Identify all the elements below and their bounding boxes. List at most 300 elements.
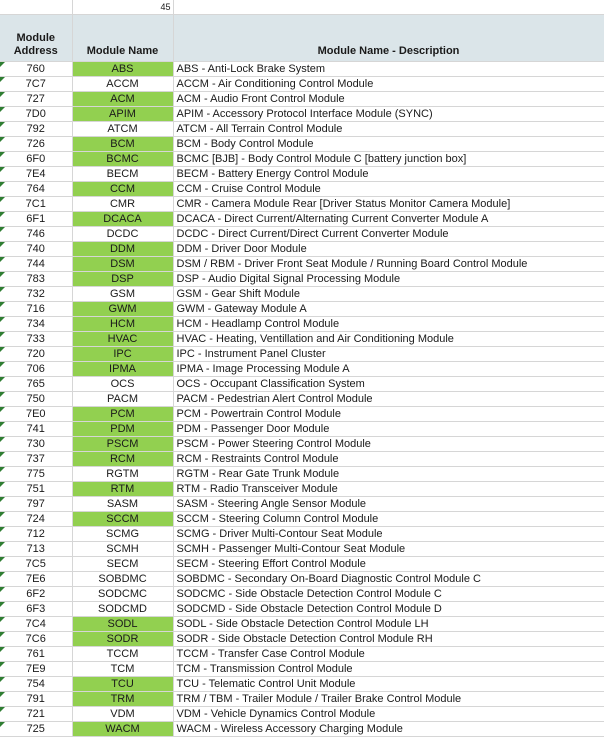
comment-marker-icon bbox=[0, 467, 5, 472]
description-value: CCM - Cruise Control Module bbox=[176, 183, 321, 195]
description-value: TCM - Transmission Control Module bbox=[176, 663, 353, 675]
address-cell[interactable] bbox=[0, 137, 72, 152]
address-cell[interactable] bbox=[0, 242, 72, 257]
table-row bbox=[0, 707, 604, 722]
comment-marker-icon bbox=[0, 452, 5, 457]
comment-marker-icon bbox=[0, 62, 5, 67]
comment-marker-icon bbox=[0, 632, 5, 637]
description-value: IPMA - Image Processing Module A bbox=[176, 363, 350, 375]
address-cell[interactable] bbox=[0, 482, 72, 497]
table-row bbox=[0, 212, 604, 227]
module-name-value: SECM bbox=[106, 558, 139, 570]
address-value: 7E6 bbox=[25, 573, 46, 585]
module-name-cell[interactable] bbox=[72, 467, 173, 482]
module-name-value: DSP bbox=[111, 273, 134, 285]
description-value: ACCM - Air Conditioning Control Module bbox=[176, 78, 374, 90]
address-value: 7C5 bbox=[25, 558, 46, 570]
comment-marker-icon bbox=[0, 377, 5, 382]
comment-marker-icon bbox=[0, 302, 5, 307]
address-value: 727 bbox=[26, 93, 45, 105]
description-value: DSP - Audio Digital Signal Processing Module bbox=[176, 273, 401, 285]
module-name-value: DSM bbox=[110, 258, 135, 270]
description-value: SOBDMC - Secondary On-Board Diagnostic Control Module C bbox=[176, 573, 481, 585]
module-name-cell[interactable] bbox=[72, 182, 173, 197]
address-cell[interactable] bbox=[0, 557, 72, 572]
address-value: 721 bbox=[26, 708, 45, 720]
module-name-cell[interactable] bbox=[72, 302, 173, 317]
table-row bbox=[0, 617, 604, 632]
description-value: GWM - Gateway Module A bbox=[176, 303, 307, 315]
address-cell[interactable] bbox=[0, 107, 72, 122]
module-name-cell[interactable] bbox=[72, 212, 173, 227]
description-cell[interactable] bbox=[173, 332, 604, 347]
description-value: GSM - Gear Shift Module bbox=[176, 288, 300, 300]
module-name-value: TCU bbox=[111, 678, 134, 690]
module-name-cell[interactable] bbox=[72, 512, 173, 527]
address-cell[interactable] bbox=[0, 527, 72, 542]
module-name-value: OCS bbox=[110, 378, 135, 390]
address-cell[interactable] bbox=[0, 347, 72, 362]
address-cell[interactable] bbox=[0, 287, 72, 302]
comment-marker-icon bbox=[0, 197, 5, 202]
address-cell[interactable] bbox=[0, 437, 72, 452]
description-value: SECM - Steering Effort Control Module bbox=[176, 558, 366, 570]
comment-marker-icon bbox=[0, 182, 5, 187]
comment-marker-icon bbox=[0, 707, 5, 712]
comment-marker-icon bbox=[0, 422, 5, 427]
description-cell[interactable] bbox=[173, 602, 604, 617]
module-name-cell[interactable] bbox=[72, 167, 173, 182]
empty-cell[interactable] bbox=[0, 0, 72, 15]
description-cell[interactable] bbox=[173, 632, 604, 647]
description-cell[interactable] bbox=[173, 692, 604, 707]
module-name-value: CMR bbox=[109, 198, 136, 210]
address-cell[interactable] bbox=[0, 542, 72, 557]
description-cell[interactable] bbox=[173, 167, 604, 182]
module-name-value: VDM bbox=[110, 708, 135, 720]
description-cell[interactable] bbox=[173, 197, 604, 212]
table-row bbox=[0, 347, 604, 362]
description-value: PDM - Passenger Door Module bbox=[176, 423, 330, 435]
comment-marker-icon bbox=[0, 167, 5, 172]
description-value: HCM - Headlamp Control Module bbox=[176, 318, 340, 330]
table-row bbox=[0, 407, 604, 422]
description-cell[interactable] bbox=[173, 377, 604, 392]
module-name-value: SCCM bbox=[106, 513, 139, 525]
description-cell[interactable] bbox=[173, 77, 604, 92]
description-cell[interactable] bbox=[173, 467, 604, 482]
count-row bbox=[0, 0, 604, 15]
comment-marker-icon bbox=[0, 407, 5, 412]
table-row bbox=[0, 77, 604, 92]
description-cell[interactable] bbox=[173, 527, 604, 542]
address-cell[interactable] bbox=[0, 707, 72, 722]
address-cell[interactable] bbox=[0, 197, 72, 212]
address-cell[interactable] bbox=[0, 497, 72, 512]
address-value: 740 bbox=[26, 243, 45, 255]
description-cell[interactable] bbox=[173, 647, 604, 662]
comment-marker-icon bbox=[0, 77, 5, 82]
module-name-cell[interactable] bbox=[72, 617, 173, 632]
description-cell[interactable] bbox=[173, 542, 604, 557]
address-value: 737 bbox=[26, 453, 45, 465]
address-cell[interactable] bbox=[0, 662, 72, 677]
address-cell[interactable] bbox=[0, 257, 72, 272]
description-cell[interactable] bbox=[173, 182, 604, 197]
module-name-value: DCACA bbox=[103, 213, 142, 225]
module-name-cell[interactable] bbox=[72, 377, 173, 392]
address-value: 720 bbox=[26, 348, 45, 360]
module-name-cell[interactable] bbox=[72, 632, 173, 647]
description-cell[interactable] bbox=[173, 482, 604, 497]
address-cell[interactable] bbox=[0, 722, 72, 737]
table-row bbox=[0, 572, 604, 587]
module-name-value: ACCM bbox=[106, 78, 139, 90]
address-cell[interactable] bbox=[0, 272, 72, 287]
table-row bbox=[0, 152, 604, 167]
module-name-cell[interactable] bbox=[72, 317, 173, 332]
description-cell[interactable] bbox=[173, 662, 604, 677]
comment-marker-icon bbox=[0, 662, 5, 667]
table-row bbox=[0, 227, 604, 242]
address-cell[interactable] bbox=[0, 407, 72, 422]
module-name-cell[interactable] bbox=[72, 542, 173, 557]
module-name-cell[interactable] bbox=[72, 497, 173, 512]
address-value: 730 bbox=[26, 438, 45, 450]
module-name-cell[interactable] bbox=[72, 287, 173, 302]
module-name-cell[interactable] bbox=[72, 557, 173, 572]
address-cell[interactable] bbox=[0, 332, 72, 347]
description-value: BECM - Battery Energy Control Module bbox=[176, 168, 369, 180]
row-count-cell[interactable]: 45 bbox=[72, 0, 173, 15]
description-cell[interactable] bbox=[173, 587, 604, 602]
address-cell[interactable] bbox=[0, 467, 72, 482]
description-value: SCMG - Driver Multi-Contour Seat Module bbox=[176, 528, 383, 540]
module-name-cell[interactable] bbox=[72, 707, 173, 722]
description-value: SCCM - Steering Column Control Module bbox=[176, 513, 379, 525]
module-name-value: WACM bbox=[105, 723, 140, 735]
table-row bbox=[0, 167, 604, 182]
module-name-cell[interactable] bbox=[72, 647, 173, 662]
module-name-cell[interactable] bbox=[72, 62, 173, 77]
module-name-cell[interactable] bbox=[72, 77, 173, 92]
table-row bbox=[0, 512, 604, 527]
module-name-cell[interactable] bbox=[72, 527, 173, 542]
description-cell[interactable] bbox=[173, 317, 604, 332]
module-name-value: DCDC bbox=[106, 228, 139, 240]
module-name-cell[interactable] bbox=[72, 722, 173, 737]
module-name-cell[interactable] bbox=[72, 572, 173, 587]
table-row bbox=[0, 332, 604, 347]
header-description[interactable] bbox=[173, 15, 604, 62]
address-cell[interactable] bbox=[0, 122, 72, 137]
module-name-cell[interactable] bbox=[72, 692, 173, 707]
description-value: DDM - Driver Door Module bbox=[176, 243, 307, 255]
description-value: PSCM - Power Steering Control Module bbox=[176, 438, 371, 450]
module-name-value: SCMH bbox=[106, 543, 139, 555]
description-cell[interactable] bbox=[173, 152, 604, 167]
module-name-cell[interactable] bbox=[72, 197, 173, 212]
comment-marker-icon bbox=[0, 527, 5, 532]
table-row bbox=[0, 557, 604, 572]
module-name-cell[interactable] bbox=[72, 362, 173, 377]
comment-marker-icon bbox=[0, 272, 5, 277]
description-cell[interactable] bbox=[173, 347, 604, 362]
description-value: SODR - Side Obstacle Detection Control Module RH bbox=[176, 633, 433, 645]
module-name-cell[interactable] bbox=[72, 332, 173, 347]
comment-marker-icon bbox=[0, 512, 5, 517]
table-row bbox=[0, 467, 604, 482]
table-row bbox=[0, 287, 604, 302]
description-value: ABS - Anti-Lock Brake System bbox=[176, 63, 326, 75]
address-cell[interactable] bbox=[0, 152, 72, 167]
header-address[interactable] bbox=[0, 15, 72, 62]
address-value: 7C7 bbox=[25, 78, 46, 90]
comment-marker-icon bbox=[0, 332, 5, 337]
module-name-cell[interactable] bbox=[72, 662, 173, 677]
address-cell[interactable] bbox=[0, 452, 72, 467]
module-name-cell[interactable] bbox=[72, 107, 173, 122]
description-value: DSM / RBM - Driver Front Seat Module / Running Board Control Module bbox=[176, 258, 528, 270]
table-row bbox=[0, 377, 604, 392]
table-row bbox=[0, 392, 604, 407]
table-row bbox=[0, 452, 604, 467]
address-value: 734 bbox=[26, 318, 45, 330]
table-row bbox=[0, 497, 604, 512]
address-value: 783 bbox=[26, 273, 45, 285]
address-value: 712 bbox=[26, 528, 45, 540]
address-value: 792 bbox=[26, 123, 45, 135]
description-cell[interactable] bbox=[173, 722, 604, 737]
address-value: 716 bbox=[26, 303, 45, 315]
comment-marker-icon bbox=[0, 587, 5, 592]
module-name-cell[interactable] bbox=[72, 122, 173, 137]
address-cell[interactable] bbox=[0, 512, 72, 527]
description-value: IPC - Instrument Panel Cluster bbox=[176, 348, 326, 360]
comment-marker-icon bbox=[0, 317, 5, 322]
description-cell[interactable] bbox=[173, 437, 604, 452]
module-name-cell[interactable] bbox=[72, 242, 173, 257]
table-row bbox=[0, 437, 604, 452]
address-cell[interactable] bbox=[0, 602, 72, 617]
description-value: DCDC - Direct Current/Direct Current Converter Module bbox=[176, 228, 449, 240]
address-value: 706 bbox=[26, 363, 45, 375]
description-value: SODCMC - Side Obstacle Detection Control Module C bbox=[176, 588, 442, 600]
module-name-cell[interactable] bbox=[72, 437, 173, 452]
module-name-cell[interactable] bbox=[72, 677, 173, 692]
module-name-value: GSM bbox=[109, 288, 136, 300]
description-cell[interactable] bbox=[173, 557, 604, 572]
description-cell[interactable] bbox=[173, 227, 604, 242]
module-name-value: RGTM bbox=[106, 468, 139, 480]
description-cell[interactable] bbox=[173, 707, 604, 722]
description-cell[interactable] bbox=[173, 497, 604, 512]
module-name-cell[interactable] bbox=[72, 272, 173, 287]
module-name-cell[interactable] bbox=[72, 482, 173, 497]
description-cell[interactable] bbox=[173, 302, 604, 317]
address-value: 7E9 bbox=[25, 663, 46, 675]
module-name-cell[interactable] bbox=[72, 587, 173, 602]
description-cell[interactable] bbox=[173, 362, 604, 377]
address-cell[interactable] bbox=[0, 422, 72, 437]
address-cell[interactable] bbox=[0, 632, 72, 647]
comment-marker-icon bbox=[0, 107, 5, 112]
module-name-cell[interactable] bbox=[72, 422, 173, 437]
description-value: BCM - Body Control Module bbox=[176, 138, 314, 150]
module-name-cell[interactable] bbox=[72, 347, 173, 362]
description-cell[interactable] bbox=[173, 257, 604, 272]
module-name-value: IPC bbox=[113, 348, 132, 360]
address-value: 7C1 bbox=[25, 198, 46, 210]
module-name-value: APIM bbox=[109, 108, 136, 120]
address-cell[interactable] bbox=[0, 302, 72, 317]
module-name-value: PACM bbox=[107, 393, 138, 405]
module-name-value: ABS bbox=[111, 63, 134, 75]
table-row bbox=[0, 197, 604, 212]
module-name-cell[interactable] bbox=[72, 602, 173, 617]
description-cell[interactable] bbox=[173, 137, 604, 152]
description-cell[interactable] bbox=[173, 452, 604, 467]
description-value: CMR - Camera Module Rear [Driver Status Monitor Camera Module] bbox=[176, 198, 511, 210]
address-cell[interactable] bbox=[0, 572, 72, 587]
address-value: 751 bbox=[26, 483, 45, 495]
module-name-value: BCMC bbox=[106, 153, 139, 165]
description-cell[interactable] bbox=[173, 122, 604, 137]
comment-marker-icon bbox=[0, 347, 5, 352]
module-name-value: SODR bbox=[106, 633, 139, 645]
module-name-cell[interactable] bbox=[72, 407, 173, 422]
address-cell[interactable] bbox=[0, 167, 72, 182]
description-cell[interactable] bbox=[173, 572, 604, 587]
description-cell[interactable] bbox=[173, 512, 604, 527]
table-row bbox=[0, 107, 604, 122]
description-cell[interactable] bbox=[173, 107, 604, 122]
address-cell[interactable] bbox=[0, 677, 72, 692]
module-name-value: HCM bbox=[109, 318, 136, 330]
address-cell[interactable] bbox=[0, 212, 72, 227]
description-cell[interactable] bbox=[173, 272, 604, 287]
description-value: RGTM - Rear Gate Trunk Module bbox=[176, 468, 340, 480]
address-cell[interactable] bbox=[0, 692, 72, 707]
comment-marker-icon bbox=[0, 602, 5, 607]
description-value: TCCM - Transfer Case Control Module bbox=[176, 648, 365, 660]
address-cell[interactable] bbox=[0, 92, 72, 107]
address-cell[interactable] bbox=[0, 362, 72, 377]
description-value: OCS - Occupant Classification System bbox=[176, 378, 365, 390]
description-value: SODCMD - Side Obstacle Detection Control Module D bbox=[176, 603, 442, 615]
address-cell[interactable] bbox=[0, 617, 72, 632]
description-value: TRM / TBM - Trailer Module / Trailer Brake Control Module bbox=[176, 693, 462, 705]
comment-marker-icon bbox=[0, 227, 5, 232]
description-cell[interactable] bbox=[173, 62, 604, 77]
address-cell[interactable] bbox=[0, 647, 72, 662]
address-value: 725 bbox=[26, 723, 45, 735]
comment-marker-icon bbox=[0, 557, 5, 562]
address-value: 764 bbox=[26, 183, 45, 195]
comment-marker-icon bbox=[0, 542, 5, 547]
address-cell[interactable] bbox=[0, 182, 72, 197]
table-row bbox=[0, 257, 604, 272]
table-row bbox=[0, 317, 604, 332]
description-value: RTM - Radio Transceiver Module bbox=[176, 483, 338, 495]
address-cell[interactable] bbox=[0, 377, 72, 392]
comment-marker-icon bbox=[0, 287, 5, 292]
description-cell[interactable] bbox=[173, 212, 604, 227]
address-value: 761 bbox=[26, 648, 45, 660]
empty-cell[interactable] bbox=[173, 0, 604, 15]
address-cell[interactable] bbox=[0, 392, 72, 407]
module-name-value: DDM bbox=[109, 243, 136, 255]
address-value: 746 bbox=[26, 228, 45, 240]
address-value: 733 bbox=[26, 333, 45, 345]
header-description-label: Module Name - Description bbox=[317, 45, 460, 57]
description-value: VDM - Vehicle Dynamics Control Module bbox=[176, 708, 376, 720]
description-value: WACM - Wireless Accessory Charging Module bbox=[176, 723, 403, 735]
module-name-value: CCM bbox=[109, 183, 136, 195]
table-row bbox=[0, 542, 604, 557]
description-cell[interactable] bbox=[173, 287, 604, 302]
address-value: 750 bbox=[26, 393, 45, 405]
address-cell[interactable] bbox=[0, 62, 72, 77]
module-name-value: RTM bbox=[110, 483, 135, 495]
module-name-value: SOBDMC bbox=[98, 573, 147, 585]
comment-marker-icon bbox=[0, 122, 5, 127]
table-row bbox=[0, 302, 604, 317]
description-cell[interactable] bbox=[173, 422, 604, 437]
description-value: RCM - Restraints Control Module bbox=[176, 453, 339, 465]
module-name-cell[interactable] bbox=[72, 452, 173, 467]
header-row bbox=[0, 15, 604, 62]
address-cell[interactable] bbox=[0, 587, 72, 602]
description-cell[interactable] bbox=[173, 677, 604, 692]
table-row bbox=[0, 722, 604, 737]
module-name-cell[interactable] bbox=[72, 152, 173, 167]
address-value: 6F3 bbox=[26, 603, 46, 615]
module-name-cell[interactable] bbox=[72, 227, 173, 242]
address-value: 765 bbox=[26, 378, 45, 390]
address-value: 741 bbox=[26, 423, 45, 435]
description-cell[interactable] bbox=[173, 407, 604, 422]
description-cell[interactable] bbox=[173, 392, 604, 407]
description-value: DCACA - Direct Current/Alternating Current Converter Module A bbox=[176, 213, 489, 225]
address-cell[interactable] bbox=[0, 227, 72, 242]
module-name-value: SCMG bbox=[106, 528, 139, 540]
module-name-cell[interactable] bbox=[72, 257, 173, 272]
table-row bbox=[0, 362, 604, 377]
address-cell[interactable] bbox=[0, 317, 72, 332]
comment-marker-icon bbox=[0, 497, 5, 502]
address-value: 775 bbox=[26, 468, 45, 480]
comment-marker-icon bbox=[0, 572, 5, 577]
comment-marker-icon bbox=[0, 242, 5, 247]
comment-marker-icon bbox=[0, 212, 5, 217]
description-value: SASM - Steering Angle Sensor Module bbox=[176, 498, 367, 510]
table-row bbox=[0, 587, 604, 602]
description-cell[interactable] bbox=[173, 617, 604, 632]
module-name-cell[interactable] bbox=[72, 92, 173, 107]
address-value: 760 bbox=[26, 63, 45, 75]
description-cell[interactable] bbox=[173, 92, 604, 107]
address-value: 6F1 bbox=[26, 213, 46, 225]
module-name-cell[interactable] bbox=[72, 392, 173, 407]
description-value: PCM - Powertrain Control Module bbox=[176, 408, 341, 420]
description-cell[interactable] bbox=[173, 242, 604, 257]
module-name-cell[interactable] bbox=[72, 137, 173, 152]
module-name-value: RCM bbox=[109, 453, 136, 465]
header-name[interactable] bbox=[72, 15, 173, 62]
table-row bbox=[0, 242, 604, 257]
address-cell[interactable] bbox=[0, 77, 72, 92]
